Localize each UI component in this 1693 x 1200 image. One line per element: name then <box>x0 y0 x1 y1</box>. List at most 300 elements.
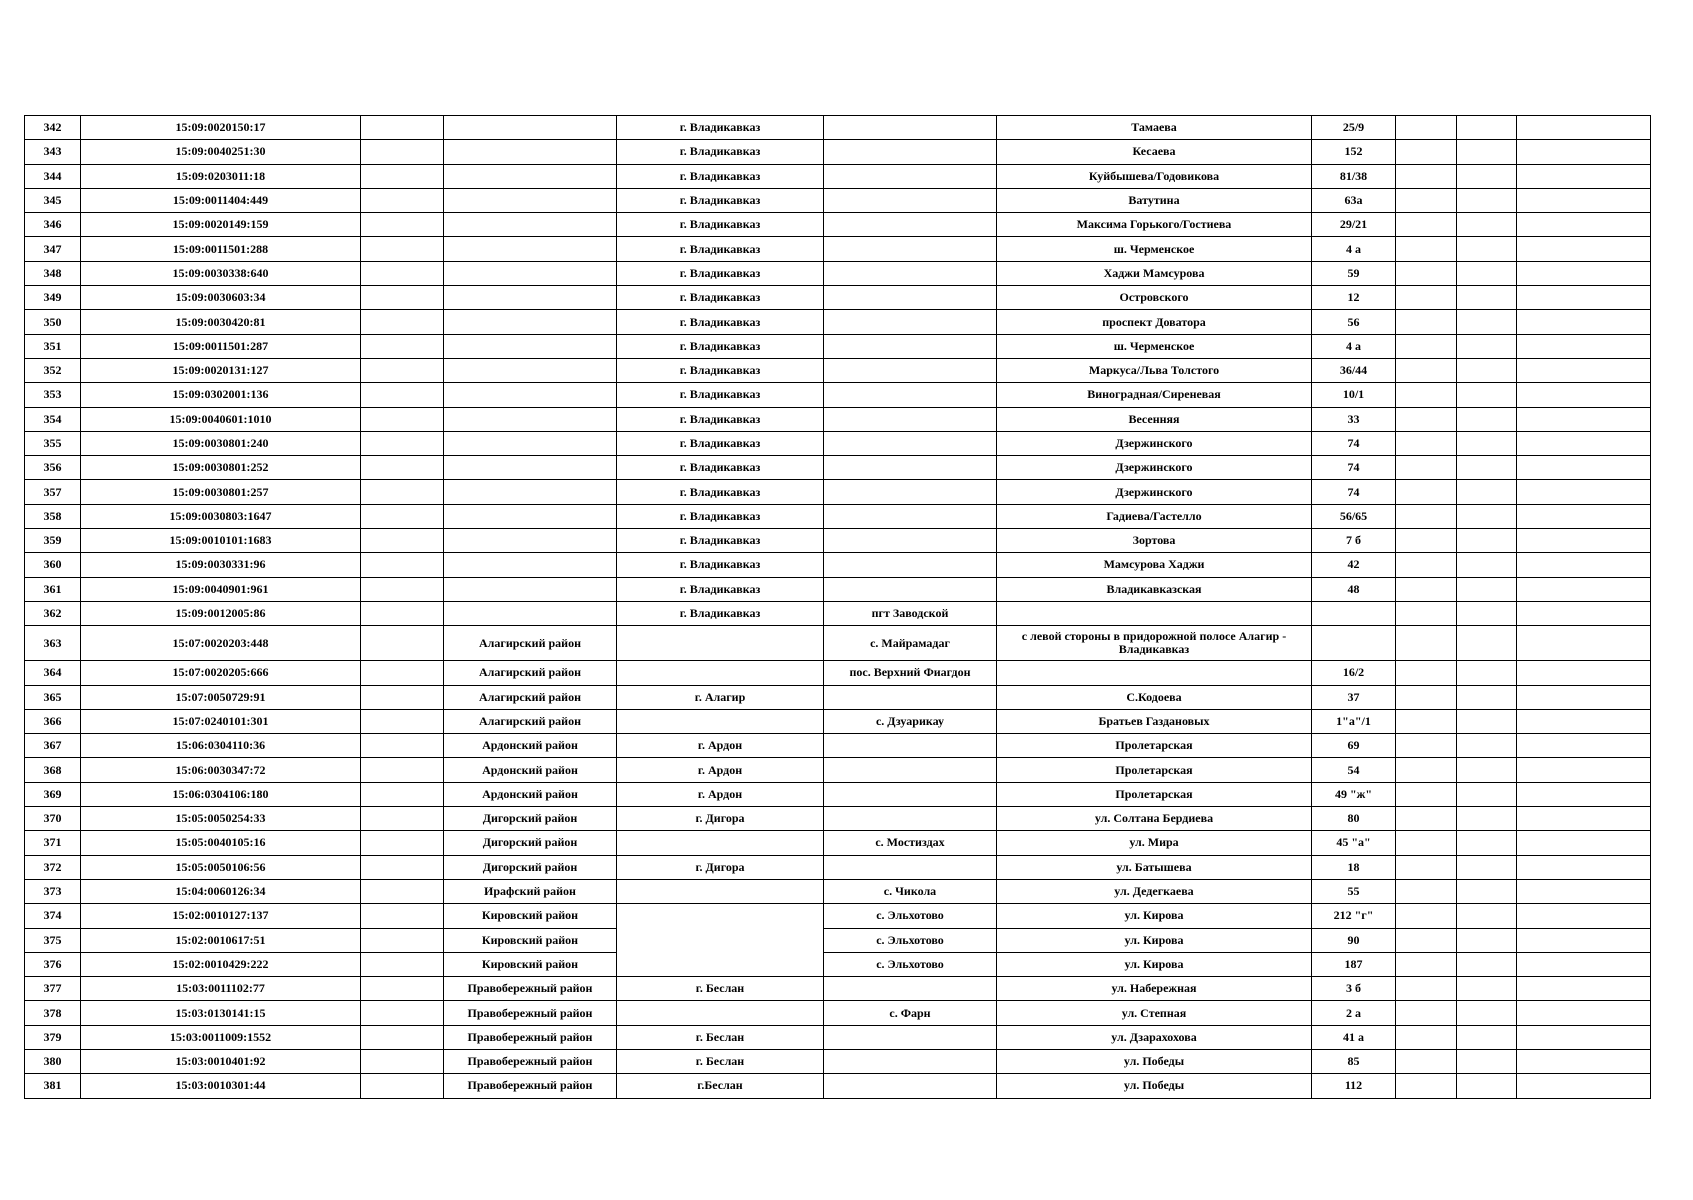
street-cell: ул. Победы <box>997 1074 1312 1098</box>
city-cell: г. Владикавказ <box>617 480 824 504</box>
empty-cell <box>1457 831 1517 855</box>
empty-cell <box>1457 661 1517 685</box>
empty-cell <box>1517 286 1651 310</box>
empty-cell <box>1396 310 1457 334</box>
settlement-cell <box>824 431 997 455</box>
table-row <box>25 626 1651 661</box>
district-cell <box>444 601 617 625</box>
settlement-cell <box>824 164 997 188</box>
empty-cell <box>1517 904 1651 928</box>
district-cell: Алагирский район <box>444 685 617 709</box>
city-cell: г. Алагир <box>617 685 824 709</box>
empty-cell <box>1396 855 1457 879</box>
settlement-cell <box>824 807 997 831</box>
empty-cell <box>1457 358 1517 382</box>
settlement-cell <box>824 734 997 758</box>
empty-cell <box>361 1074 444 1098</box>
street-cell: Пролетарская <box>997 782 1312 806</box>
row-number-cell: 355 <box>25 431 81 455</box>
table-row <box>25 431 1651 455</box>
empty-cell <box>1457 164 1517 188</box>
district-cell: Дигорский район <box>444 855 617 879</box>
empty-cell <box>1457 383 1517 407</box>
row-number-cell: 371 <box>25 831 81 855</box>
district-cell: Правобережный район <box>444 977 617 1001</box>
settlement-cell <box>824 782 997 806</box>
empty-cell <box>1457 261 1517 285</box>
empty-cell <box>1517 928 1651 952</box>
table-row <box>25 504 1651 528</box>
empty-cell <box>1517 213 1651 237</box>
house-number-cell: 80 <box>1312 807 1396 831</box>
empty-cell <box>361 431 444 455</box>
house-number-cell: 4 а <box>1312 334 1396 358</box>
empty-cell <box>1457 928 1517 952</box>
city-cell: г. Владикавказ <box>617 188 824 212</box>
district-cell: Кировский район <box>444 952 617 976</box>
house-number-cell: 74 <box>1312 456 1396 480</box>
table-row <box>25 358 1651 382</box>
city-cell: г. Владикавказ <box>617 286 824 310</box>
cadastral-number-cell: 15:09:0030801:240 <box>81 431 361 455</box>
cadastral-number-cell: 15:09:0030338:640 <box>81 261 361 285</box>
empty-cell <box>1517 116 1651 140</box>
row-number-cell: 353 <box>25 383 81 407</box>
city-cell: г. Владикавказ <box>617 431 824 455</box>
cadastral-number-cell: 15:09:0012005:86 <box>81 601 361 625</box>
row-number-cell: 365 <box>25 685 81 709</box>
cadastral-number-cell: 15:09:0020149:159 <box>81 213 361 237</box>
district-cell: Кировский район <box>444 904 617 928</box>
empty-cell <box>1457 480 1517 504</box>
empty-cell <box>361 504 444 528</box>
district-cell: Ардонский район <box>444 782 617 806</box>
empty-cell <box>361 709 444 733</box>
empty-cell <box>361 626 444 661</box>
settlement-cell <box>824 1025 997 1049</box>
city-cell: г. Дигора <box>617 855 824 879</box>
row-number-cell: 369 <box>25 782 81 806</box>
empty-cell <box>361 383 444 407</box>
house-number-cell: 55 <box>1312 879 1396 903</box>
row-number-cell: 364 <box>25 661 81 685</box>
district-cell <box>444 213 617 237</box>
empty-cell <box>1396 188 1457 212</box>
row-number-cell: 347 <box>25 237 81 261</box>
settlement-cell <box>824 261 997 285</box>
table-row <box>25 213 1651 237</box>
street-cell: ул. Дзарахохова <box>997 1025 1312 1049</box>
district-cell <box>444 407 617 431</box>
settlement-cell <box>824 140 997 164</box>
district-cell <box>444 286 617 310</box>
settlement-cell <box>824 237 997 261</box>
empty-cell <box>1517 661 1651 685</box>
empty-cell <box>361 188 444 212</box>
empty-cell <box>1396 213 1457 237</box>
settlement-cell <box>824 577 997 601</box>
empty-cell <box>1517 782 1651 806</box>
empty-cell <box>1517 188 1651 212</box>
settlement-cell <box>824 310 997 334</box>
settlement-cell: с. Эльхотово <box>824 952 997 976</box>
row-number-cell: 379 <box>25 1025 81 1049</box>
empty-cell <box>1396 977 1457 1001</box>
empty-cell <box>361 407 444 431</box>
city-cell: г. Ардон <box>617 782 824 806</box>
street-cell: Хаджи Мамсурова <box>997 261 1312 285</box>
house-number-cell: 18 <box>1312 855 1396 879</box>
house-number-cell: 48 <box>1312 577 1396 601</box>
empty-cell <box>1396 334 1457 358</box>
empty-cell <box>1396 601 1457 625</box>
table-row <box>25 261 1651 285</box>
empty-cell <box>361 261 444 285</box>
settlement-cell: с. Фарн <box>824 1001 997 1025</box>
street-cell: Братьев Газдановых <box>997 709 1312 733</box>
district-cell <box>444 140 617 164</box>
empty-cell <box>1457 237 1517 261</box>
empty-cell <box>361 928 444 952</box>
district-cell <box>444 358 617 382</box>
empty-cell <box>1396 504 1457 528</box>
empty-cell <box>1517 310 1651 334</box>
district-cell: Алагирский район <box>444 626 617 661</box>
settlement-cell <box>824 1074 997 1098</box>
table-row <box>25 734 1651 758</box>
empty-cell <box>1396 685 1457 709</box>
cadastral-number-cell: 15:09:0030420:81 <box>81 310 361 334</box>
empty-cell <box>1457 213 1517 237</box>
empty-cell <box>1517 855 1651 879</box>
district-cell: Алагирский район <box>444 709 617 733</box>
city-cell: г. Владикавказ <box>617 553 824 577</box>
empty-cell <box>361 1001 444 1025</box>
district-cell <box>444 383 617 407</box>
city-cell: г. Владикавказ <box>617 358 824 382</box>
row-number-cell: 356 <box>25 456 81 480</box>
cadastral-number-cell: 15:03:0130141:15 <box>81 1001 361 1025</box>
city-cell: г. Владикавказ <box>617 140 824 164</box>
empty-cell <box>361 116 444 140</box>
row-number-cell: 378 <box>25 1001 81 1025</box>
empty-cell <box>361 577 444 601</box>
cadastral-number-cell: 15:09:0030331:96 <box>81 553 361 577</box>
city-cell: г. Владикавказ <box>617 334 824 358</box>
street-cell: Тамаева <box>997 116 1312 140</box>
house-number-cell: 45 "а" <box>1312 831 1396 855</box>
empty-cell <box>1396 928 1457 952</box>
table-row <box>25 116 1651 140</box>
table-row <box>25 1025 1651 1049</box>
empty-cell <box>361 782 444 806</box>
property-registry-table <box>24 115 1651 1099</box>
cadastral-number-cell: 15:09:0030803:1647 <box>81 504 361 528</box>
city-cell: г. Владикавказ <box>617 213 824 237</box>
empty-cell <box>361 286 444 310</box>
row-number-cell: 342 <box>25 116 81 140</box>
empty-cell <box>361 904 444 928</box>
empty-cell <box>1396 164 1457 188</box>
row-number-cell: 349 <box>25 286 81 310</box>
settlement-cell <box>824 855 997 879</box>
district-cell <box>444 553 617 577</box>
settlement-cell <box>824 977 997 1001</box>
row-number-cell: 380 <box>25 1049 81 1073</box>
empty-cell <box>1396 140 1457 164</box>
street-cell: Мамсурова Хаджи <box>997 553 1312 577</box>
city-cell <box>617 709 824 733</box>
row-number-cell: 375 <box>25 928 81 952</box>
empty-cell <box>1457 553 1517 577</box>
cadastral-number-cell: 15:03:0010401:92 <box>81 1049 361 1073</box>
cadastral-number-cell: 15:07:0240101:301 <box>81 709 361 733</box>
empty-cell <box>1517 1074 1651 1098</box>
row-number-cell: 354 <box>25 407 81 431</box>
cadastral-number-cell: 15:09:0030801:257 <box>81 480 361 504</box>
street-cell: Дзержинского <box>997 431 1312 455</box>
cadastral-number-cell: 15:09:0011501:288 <box>81 237 361 261</box>
street-cell <box>997 601 1312 625</box>
empty-cell <box>1457 1049 1517 1073</box>
street-cell: ул. Мира <box>997 831 1312 855</box>
table-row <box>25 685 1651 709</box>
table-row <box>25 601 1651 625</box>
empty-cell <box>1457 140 1517 164</box>
house-number-cell: 81/38 <box>1312 164 1396 188</box>
district-cell <box>444 431 617 455</box>
city-cell <box>617 661 824 685</box>
street-cell: Пролетарская <box>997 734 1312 758</box>
house-number-cell: 41 а <box>1312 1025 1396 1049</box>
street-cell: проспект Доватора <box>997 310 1312 334</box>
settlement-cell <box>824 116 997 140</box>
city-cell: г. Владикавказ <box>617 116 824 140</box>
cadastral-number-cell: 15:05:0040105:16 <box>81 831 361 855</box>
row-number-cell: 344 <box>25 164 81 188</box>
empty-cell <box>1517 952 1651 976</box>
empty-cell <box>1517 431 1651 455</box>
city-cell: г. Владикавказ <box>617 261 824 285</box>
table-row <box>25 334 1651 358</box>
empty-cell <box>1517 601 1651 625</box>
empty-cell <box>1396 626 1457 661</box>
city-cell: г. Владикавказ <box>617 529 824 553</box>
street-cell: Виноградная/Сиреневая <box>997 383 1312 407</box>
empty-cell <box>1457 904 1517 928</box>
cadastral-number-cell: 15:09:0040601:1010 <box>81 407 361 431</box>
street-cell: ш. Черменское <box>997 334 1312 358</box>
cadastral-number-cell: 15:05:0050106:56 <box>81 855 361 879</box>
empty-cell <box>1457 407 1517 431</box>
cadastral-number-cell: 15:09:0030603:34 <box>81 286 361 310</box>
empty-cell <box>1517 140 1651 164</box>
cadastral-number-cell: 15:09:0011404:449 <box>81 188 361 212</box>
cadastral-number-cell: 15:06:0304106:180 <box>81 782 361 806</box>
empty-cell <box>361 237 444 261</box>
empty-cell <box>1457 456 1517 480</box>
table-row <box>25 879 1651 903</box>
empty-cell <box>1396 116 1457 140</box>
empty-cell <box>1396 952 1457 976</box>
empty-cell <box>1396 904 1457 928</box>
street-cell: Пролетарская <box>997 758 1312 782</box>
city-cell <box>617 626 824 661</box>
house-number-cell: 90 <box>1312 928 1396 952</box>
table-row <box>25 456 1651 480</box>
settlement-cell <box>824 334 997 358</box>
cadastral-number-cell: 15:03:0011009:1552 <box>81 1025 361 1049</box>
empty-cell <box>1396 407 1457 431</box>
house-number-cell: 112 <box>1312 1074 1396 1098</box>
house-number-cell: 42 <box>1312 553 1396 577</box>
house-number-cell: 1"а"/1 <box>1312 709 1396 733</box>
street-cell: ул. Кирова <box>997 952 1312 976</box>
registry-body <box>25 116 1651 1099</box>
district-cell: Правобережный район <box>444 1049 617 1073</box>
row-number-cell: 361 <box>25 577 81 601</box>
city-cell <box>617 928 824 952</box>
district-cell <box>444 164 617 188</box>
house-number-cell: 2 а <box>1312 1001 1396 1025</box>
empty-cell <box>1396 1025 1457 1049</box>
house-number-cell: 10/1 <box>1312 383 1396 407</box>
empty-cell <box>1396 831 1457 855</box>
settlement-cell <box>824 480 997 504</box>
empty-cell <box>1517 383 1651 407</box>
house-number-cell: 152 <box>1312 140 1396 164</box>
empty-cell <box>1517 734 1651 758</box>
empty-cell <box>1517 977 1651 1001</box>
empty-cell <box>1396 529 1457 553</box>
empty-cell <box>1517 407 1651 431</box>
table-row <box>25 831 1651 855</box>
city-cell <box>617 831 824 855</box>
settlement-cell: с. Эльхотово <box>824 904 997 928</box>
district-cell: Ардонский район <box>444 758 617 782</box>
street-cell: Кесаева <box>997 140 1312 164</box>
table-row <box>25 188 1651 212</box>
empty-cell <box>1457 601 1517 625</box>
empty-cell <box>1457 431 1517 455</box>
city-cell: г. Беслан <box>617 977 824 1001</box>
empty-cell <box>1517 529 1651 553</box>
empty-cell <box>1457 1025 1517 1049</box>
cadastral-number-cell: 15:03:0011102:77 <box>81 977 361 1001</box>
house-number-cell: 12 <box>1312 286 1396 310</box>
table-row <box>25 577 1651 601</box>
empty-cell <box>1457 310 1517 334</box>
registry-sheet <box>24 115 1650 1099</box>
empty-cell <box>1517 758 1651 782</box>
row-number-cell: 374 <box>25 904 81 928</box>
street-cell: Куйбышева/Годовикова <box>997 164 1312 188</box>
row-number-cell: 381 <box>25 1074 81 1098</box>
table-row <box>25 782 1651 806</box>
empty-cell <box>1396 709 1457 733</box>
settlement-cell <box>824 213 997 237</box>
district-cell <box>444 529 617 553</box>
row-number-cell: 373 <box>25 879 81 903</box>
table-row <box>25 709 1651 733</box>
empty-cell <box>1396 661 1457 685</box>
empty-cell <box>1396 1049 1457 1073</box>
table-row <box>25 904 1651 928</box>
row-number-cell: 366 <box>25 709 81 733</box>
street-cell: ул. Победы <box>997 1049 1312 1073</box>
city-cell: г. Владикавказ <box>617 601 824 625</box>
street-cell: ул. Солтана Бердиева <box>997 807 1312 831</box>
district-cell <box>444 334 617 358</box>
empty-cell <box>1396 480 1457 504</box>
empty-cell <box>1457 685 1517 709</box>
row-number-cell: 358 <box>25 504 81 528</box>
table-row <box>25 310 1651 334</box>
row-number-cell: 367 <box>25 734 81 758</box>
empty-cell <box>361 358 444 382</box>
street-cell: ул. Кирова <box>997 904 1312 928</box>
row-number-cell: 360 <box>25 553 81 577</box>
empty-cell <box>1457 1074 1517 1098</box>
empty-cell <box>361 879 444 903</box>
empty-cell <box>1517 456 1651 480</box>
settlement-cell: пос. Верхний Фиагдон <box>824 661 997 685</box>
empty-cell <box>1396 383 1457 407</box>
table-row <box>25 1049 1651 1073</box>
city-cell: г. Владикавказ <box>617 164 824 188</box>
street-cell: Ватутина <box>997 188 1312 212</box>
street-cell: с левой стороны в придорожной полосе Алагир - Владикавказ <box>997 626 1312 661</box>
street-cell: С.Кодоева <box>997 685 1312 709</box>
empty-cell <box>1457 807 1517 831</box>
city-cell: г. Ардон <box>617 758 824 782</box>
empty-cell <box>361 952 444 976</box>
empty-cell <box>361 164 444 188</box>
house-number-cell: 54 <box>1312 758 1396 782</box>
street-cell: ул. Набережная <box>997 977 1312 1001</box>
house-number-cell: 36/44 <box>1312 358 1396 382</box>
district-cell: Правобережный район <box>444 1001 617 1025</box>
house-number-cell: 56 <box>1312 310 1396 334</box>
house-number-cell: 25/9 <box>1312 116 1396 140</box>
empty-cell <box>361 334 444 358</box>
city-cell: г. Беслан <box>617 1025 824 1049</box>
city-cell: г. Владикавказ <box>617 504 824 528</box>
row-number-cell: 346 <box>25 213 81 237</box>
row-number-cell: 343 <box>25 140 81 164</box>
city-cell: г. Владикавказ <box>617 310 824 334</box>
house-number-cell: 33 <box>1312 407 1396 431</box>
cadastral-number-cell: 15:09:0203011:18 <box>81 164 361 188</box>
cadastral-number-cell: 15:07:0020205:666 <box>81 661 361 685</box>
empty-cell <box>1517 807 1651 831</box>
district-cell <box>444 310 617 334</box>
empty-cell <box>361 807 444 831</box>
settlement-cell <box>824 529 997 553</box>
empty-cell <box>1517 1049 1651 1073</box>
street-cell: ул. Кирова <box>997 928 1312 952</box>
row-number-cell: 357 <box>25 480 81 504</box>
empty-cell <box>1396 261 1457 285</box>
empty-cell <box>1517 831 1651 855</box>
street-cell: Дзержинского <box>997 456 1312 480</box>
empty-cell <box>1517 553 1651 577</box>
empty-cell <box>1396 782 1457 806</box>
city-cell: г. Владикавказ <box>617 577 824 601</box>
settlement-cell <box>824 504 997 528</box>
table-row <box>25 237 1651 261</box>
house-number-cell: 212 "г" <box>1312 904 1396 928</box>
